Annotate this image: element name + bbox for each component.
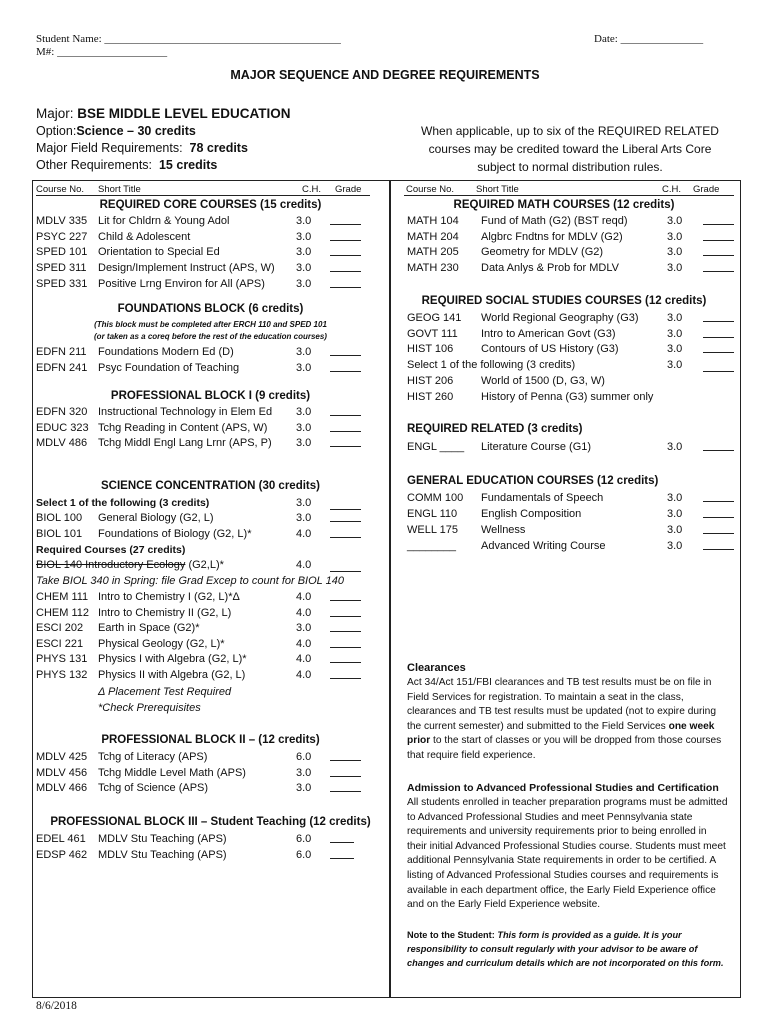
course-number: SPED 101 bbox=[36, 246, 88, 259]
course-title: General Biology (G2, L) bbox=[98, 512, 214, 524]
course-title: Psyc Foundation of Teaching bbox=[98, 361, 240, 374]
course-row bbox=[0, 540, 770, 555]
course-number: WELL 175 bbox=[407, 524, 458, 536]
course-row bbox=[0, 422, 770, 437]
ss-select-ch: 3.0 bbox=[667, 359, 683, 371]
biol140-row bbox=[36, 559, 224, 574]
credit-hours: 6.0 bbox=[296, 848, 312, 861]
course-title: Geometry for MDLV (G2) bbox=[481, 246, 604, 258]
course-number: GEOG 141 bbox=[407, 312, 462, 324]
course-number: ENGL 110 bbox=[407, 508, 458, 520]
course-title: Contours of US History (G3) bbox=[481, 343, 619, 356]
biol140-ch: 4.0 bbox=[296, 559, 312, 571]
social-studies-title: REQUIRED SOCIAL STUDIES COURSES (12 credits) bbox=[421, 295, 707, 307]
student-name-field: Student Name: ___________________________________________ bbox=[36, 33, 341, 45]
credit-hours: 6.0 bbox=[296, 833, 312, 845]
course-title: Physics II with Algebra (G2, L) bbox=[98, 669, 246, 681]
note-to-student: Note to the Student: This form is provided as a guide. It is your responsibility to consult regularly with your advisor to be aware of changes and curriculum details which are not incorporated on this form. bbox=[407, 930, 724, 968]
course-row bbox=[0, 231, 770, 246]
course-number: MATH 205 bbox=[407, 246, 459, 258]
credit-hours: 3.0 bbox=[667, 343, 683, 356]
gen-ed-title: GENERAL EDUCATION COURSES (12 credits) bbox=[407, 475, 659, 487]
option-line bbox=[36, 124, 196, 138]
course-row bbox=[0, 215, 770, 230]
credit-hours: 3.0 bbox=[296, 406, 312, 418]
course-number: MDLV 466 bbox=[36, 782, 88, 795]
biol140-struck-text: BIOL 140 Introductory Ecology bbox=[36, 559, 186, 571]
science-required-label: Required Courses (27 credits) bbox=[36, 544, 186, 556]
credit-hours: 3.0 bbox=[667, 261, 683, 274]
course-number: PHYS 131 bbox=[36, 653, 88, 666]
course-number: CHEM 111 bbox=[36, 591, 89, 603]
course-number: MATH 104 bbox=[407, 215, 459, 227]
prof-block-1-title: PROFESSIONAL BLOCK I (9 credits) bbox=[110, 390, 311, 402]
course-row bbox=[0, 653, 770, 668]
right-header-rule bbox=[404, 195, 734, 196]
course-number: GOVT 111 bbox=[407, 327, 458, 340]
credit-hours: 3.0 bbox=[667, 230, 683, 243]
science-select-ch: 3.0 bbox=[296, 497, 312, 509]
admission-title: Admission to Advanced Professional Studies and Certification bbox=[407, 782, 719, 794]
course-title: Data Anlys & Prob for MDLV bbox=[481, 261, 619, 274]
prereq-note: *Check Prerequisites bbox=[98, 702, 201, 714]
course-row bbox=[0, 278, 770, 293]
course-number: MATH 204 bbox=[407, 230, 459, 243]
course-title: Physical Geology (G2, L)* bbox=[98, 637, 225, 650]
course-title: Fund of Math (G2) (BST reqd) bbox=[481, 215, 628, 227]
credit-hours: 4.0 bbox=[296, 669, 312, 681]
rr-course-no: ENGL ____ bbox=[407, 441, 465, 453]
prof-block-3-title: PROFESSIONAL BLOCK III – Student Teaching (12 credits) bbox=[50, 816, 371, 828]
course-title: Tchg Middle Level Math (APS) bbox=[98, 766, 246, 779]
credit-hours: 3.0 bbox=[667, 312, 683, 324]
prof-block-2-title: PROFESSIONAL BLOCK II – (12 credits) bbox=[101, 734, 320, 746]
course-row bbox=[0, 591, 770, 606]
form-date: 8/6/2018 bbox=[36, 1000, 77, 1012]
rr-course-title: Literature Course (G1) bbox=[481, 441, 592, 453]
course-title: Tchg of Literacy (APS) bbox=[98, 751, 208, 763]
credit-hours: 3.0 bbox=[667, 540, 683, 552]
course-title: Fundamentals of Speech bbox=[481, 492, 604, 504]
foundations-note-2: (or taken as a coreq before the rest of the education courses) bbox=[94, 332, 327, 341]
course-row bbox=[0, 524, 770, 539]
course-title: Wellness bbox=[481, 524, 526, 536]
course-title: Advanced Writing Course bbox=[481, 540, 606, 552]
science-select-label: Select 1 of the following (3 credits) bbox=[36, 497, 210, 509]
course-title: Foundations Modern Ed (D) bbox=[98, 346, 234, 358]
course-title: Child & Adolescent bbox=[98, 230, 191, 243]
course-number: MDLV 456 bbox=[36, 766, 88, 779]
credit-hours: 3.0 bbox=[296, 215, 312, 227]
course-row bbox=[0, 508, 770, 523]
course-number: EDFN 320 bbox=[36, 406, 88, 418]
ss-select-label: Select 1 of the following (3 credits) bbox=[407, 359, 576, 371]
course-number: HIST 106 bbox=[407, 343, 454, 356]
page-title: MAJOR SEQUENCE AND DEGREE REQUIREMENTS bbox=[230, 68, 540, 82]
field-req-value: 78 credits bbox=[189, 141, 248, 155]
option-label: Option: bbox=[36, 124, 77, 138]
major-line bbox=[36, 106, 291, 121]
course-number: ________ bbox=[407, 540, 456, 552]
course-title: Orientation to Special Ed bbox=[98, 246, 220, 259]
credit-hours: 3.0 bbox=[296, 246, 312, 259]
core-courses-title: REQUIRED CORE COURSES (15 credits) bbox=[99, 199, 322, 211]
credit-hours: 3.0 bbox=[296, 622, 312, 635]
credit-hours: 3.0 bbox=[296, 782, 312, 795]
course-number: HIST 206 bbox=[407, 375, 454, 387]
credit-hours: 3.0 bbox=[296, 262, 312, 275]
course-title: History of Penna (G3) summer only bbox=[481, 390, 654, 403]
course-title: Tchg of Science (APS) bbox=[98, 782, 209, 795]
course-number: EDFN 211 bbox=[36, 346, 87, 358]
other-req-label: Other Requirements: bbox=[36, 158, 153, 172]
course-number: ESCI 202 bbox=[36, 622, 84, 635]
course-row bbox=[0, 767, 770, 782]
credit-hours: 4.0 bbox=[296, 606, 312, 619]
option-value: Science – 30 credits bbox=[76, 124, 196, 138]
course-row bbox=[0, 638, 770, 653]
credit-hours: 3.0 bbox=[667, 524, 683, 536]
course-number: MDLV 335 bbox=[36, 215, 88, 227]
left-column-header: Course No. Short Title C.H. Grade bbox=[36, 184, 362, 195]
course-title: World of 1500 (D, G3, W) bbox=[481, 375, 605, 387]
credit-hours: 3.0 bbox=[296, 346, 312, 358]
course-row bbox=[0, 262, 770, 277]
course-title: Tchg Reading in Content (APS, W) bbox=[98, 421, 268, 434]
math-title: REQUIRED MATH COURSES (12 credits) bbox=[453, 199, 675, 211]
course-number: SPED 311 bbox=[36, 262, 87, 275]
credit-hours: 3.0 bbox=[667, 215, 683, 227]
course-number: CHEM 112 bbox=[36, 606, 89, 619]
major-label: Major: bbox=[36, 106, 74, 121]
course-number: MDLV 486 bbox=[36, 437, 88, 450]
course-row bbox=[0, 312, 770, 327]
course-title: Positive Lrng Environ for All (APS) bbox=[98, 277, 265, 290]
course-title: Algbrc Fndtns for MDLV (G2) bbox=[481, 230, 623, 243]
course-row bbox=[0, 391, 770, 406]
clearances-text: Act 34/Act 151/FBI clearances and TB test results must be on file in Field Services for registration. To maintain a seat in the class, clearances and TB test results must be updated (not to expire during the current semester) and submitted to the Field Services one week prior to the start of classes or you will be dropped from those courses that require field experience. bbox=[407, 677, 722, 761]
course-title: Design/Implement Instruct (APS, W) bbox=[98, 262, 275, 275]
field-req-label: Major Field Requirements: bbox=[36, 141, 183, 155]
m-number-field: M#: ____________________ bbox=[36, 46, 168, 58]
credit-hours: 3.0 bbox=[296, 361, 312, 374]
course-title: Earth in Space (G2)* bbox=[98, 622, 200, 635]
course-number: BIOL 101 bbox=[36, 528, 83, 540]
biol140-rest-text: (G2,L)* bbox=[185, 559, 224, 571]
course-title: Foundations of Biology (G2, L)* bbox=[98, 528, 252, 540]
credit-hours: 6.0 bbox=[296, 751, 312, 763]
foundations-title: FOUNDATIONS BLOCK (6 credits) bbox=[117, 303, 304, 315]
credit-hours: 3.0 bbox=[296, 230, 312, 243]
course-title: Lit for Chldrn & Young Adol bbox=[98, 215, 230, 227]
course-number: PHYS 132 bbox=[36, 669, 88, 681]
course-number: MATH 230 bbox=[407, 261, 459, 274]
credit-hours: 3.0 bbox=[296, 766, 312, 779]
course-number: EDFN 241 bbox=[36, 361, 88, 374]
rr-ch: 3.0 bbox=[667, 441, 683, 453]
other-req-line bbox=[36, 158, 217, 172]
course-title: English Composition bbox=[481, 508, 582, 520]
major-value: BSE MIDDLE LEVEL EDUCATION bbox=[77, 106, 291, 121]
course-title: Intro to American Govt (G3) bbox=[481, 327, 616, 340]
science-title: SCIENCE CONCENTRATION (30 credits) bbox=[101, 480, 320, 492]
credit-hours: 4.0 bbox=[296, 591, 312, 603]
credit-hours: 4.0 bbox=[296, 653, 312, 666]
course-number: BIOL 100 bbox=[36, 512, 83, 524]
course-row bbox=[0, 622, 770, 637]
course-title: Instructional Technology in Elem Ed bbox=[98, 406, 273, 418]
course-title: MDLV Stu Teaching (APS) bbox=[98, 848, 227, 861]
course-row bbox=[0, 328, 770, 343]
course-row bbox=[0, 607, 770, 622]
related-note: When applicable, up to six of the REQUIRED RELATED courses may be credited toward the Liberal Arts Core subject to normal distribution rules. bbox=[421, 124, 719, 174]
credit-hours: 4.0 bbox=[296, 637, 312, 650]
course-title: Intro to Chemistry II (G2, L) bbox=[98, 606, 232, 619]
course-title: Intro to Chemistry I (G2, L)*Δ bbox=[98, 591, 240, 603]
course-number: ESCI 221 bbox=[36, 637, 84, 650]
course-number: SPED 331 bbox=[36, 277, 88, 290]
credit-hours: 3.0 bbox=[296, 437, 312, 450]
course-number: HIST 260 bbox=[407, 390, 454, 403]
course-title: World Regional Geography (G3) bbox=[481, 312, 639, 324]
required-related-row bbox=[0, 441, 770, 456]
credit-hours: 3.0 bbox=[667, 508, 683, 520]
credit-hours: 3.0 bbox=[296, 277, 312, 290]
course-number: EDUC 323 bbox=[36, 421, 89, 434]
course-number: MDLV 425 bbox=[36, 751, 88, 763]
credit-hours: 3.0 bbox=[667, 327, 683, 340]
biol340-note: Take BIOL 340 in Spring: file Grad Excep to count for BIOL 140 bbox=[36, 575, 344, 587]
required-related-title: REQUIRED RELATED (3 credits) bbox=[407, 423, 583, 435]
foundations-note-1: (This block must be completed after ERCH 110 and SPED 101 bbox=[94, 320, 327, 329]
credit-hours: 3.0 bbox=[667, 492, 683, 504]
placement-note: Δ Placement Test Required bbox=[98, 686, 232, 698]
date-field: Date: _______________ bbox=[594, 33, 704, 45]
course-row bbox=[0, 406, 770, 421]
course-title: Physics I with Algebra (G2, L)* bbox=[98, 653, 247, 666]
clearances-title: Clearances bbox=[407, 662, 466, 674]
course-row bbox=[0, 246, 770, 261]
admission-text: All students enrolled in teacher preparation programs must be admitted to Advanced Professional Studies and meet Pennsylvania state requirements and university requirements prior to being enrolled in their initial Advanced Professional Studies course. Students must meet additional Pennsylvania State requirements in order to be certified. A listing of Advanced Professional Studies courses and requirements is available in each department office, the Early Field Experience office and on the Early Field Experience website. bbox=[407, 797, 728, 911]
credit-hours: 3.0 bbox=[296, 421, 312, 434]
course-number: COMM 100 bbox=[407, 492, 464, 504]
course-row bbox=[0, 343, 770, 358]
course-number: EDSP 462 bbox=[36, 848, 88, 861]
credit-hours: 3.0 bbox=[667, 246, 683, 258]
course-title: MDLV Stu Teaching (APS) bbox=[98, 833, 227, 845]
course-title: Tchg Middl Engl Lang Lrnr (APS, P) bbox=[98, 437, 272, 450]
right-column-header: Course No. Short Title C.H. Grade bbox=[406, 184, 720, 195]
course-number: PSYC 227 bbox=[36, 230, 88, 243]
credit-hours: 4.0 bbox=[296, 528, 312, 540]
field-req-line bbox=[36, 141, 248, 155]
course-number: EDEL 461 bbox=[36, 833, 86, 845]
credit-hours: 3.0 bbox=[296, 512, 312, 524]
other-req-value: 15 credits bbox=[158, 158, 218, 172]
course-row bbox=[0, 492, 770, 507]
course-row bbox=[0, 375, 770, 390]
